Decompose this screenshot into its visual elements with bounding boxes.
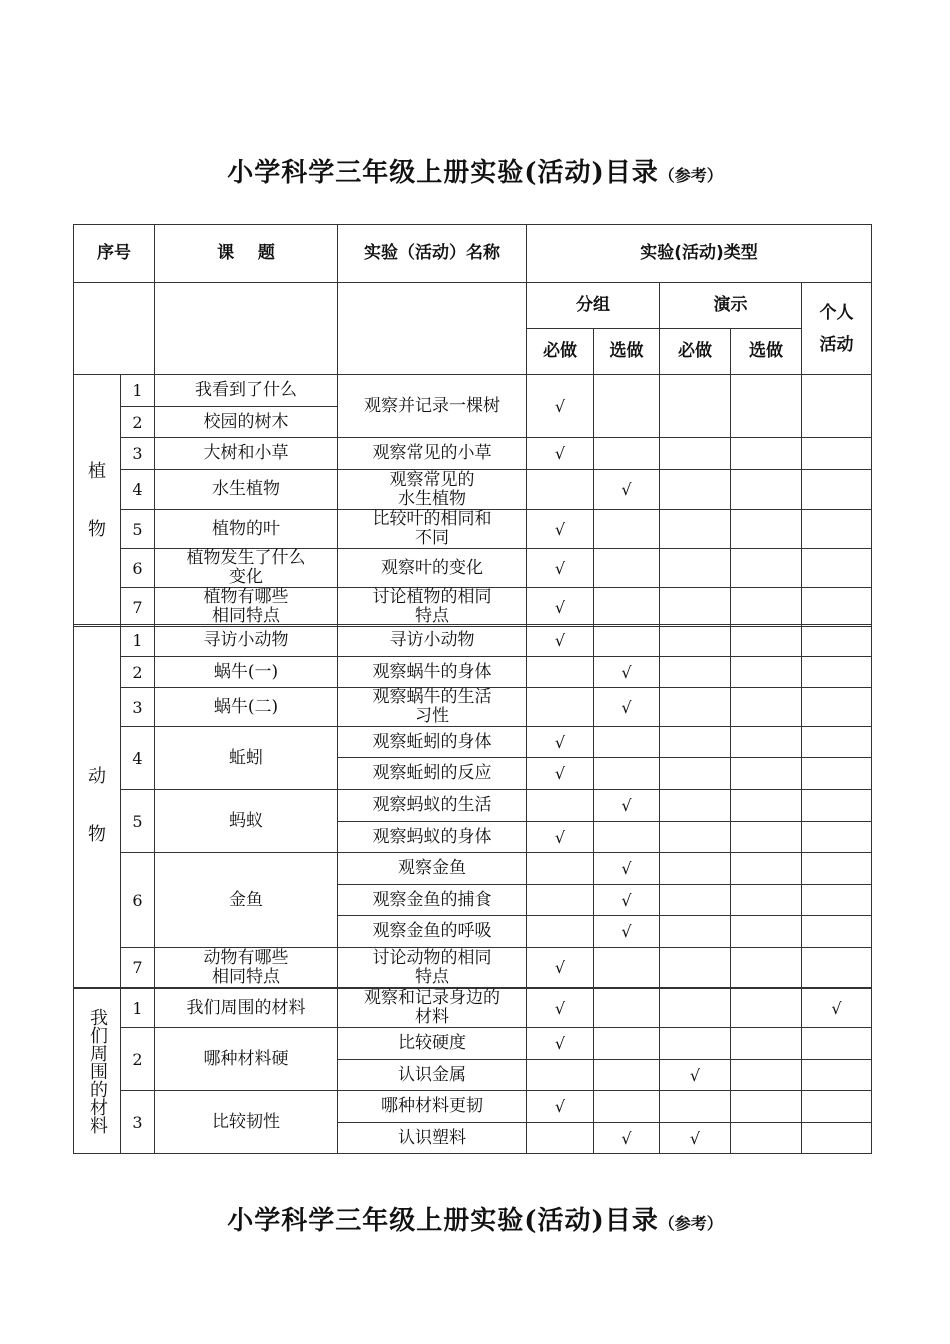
topic-line: 相同特点 <box>212 606 280 626</box>
check-mark: √ <box>594 885 660 916</box>
empty-cell <box>802 948 872 988</box>
category-char: 动 <box>88 766 106 787</box>
empty-cell <box>731 625 802 657</box>
table-row <box>74 1091 872 1123</box>
experiment-cell: 观察蚯蚓的反应 <box>338 758 527 790</box>
experiment-line: 观察常见的 <box>389 469 475 490</box>
empty-cell <box>731 853 802 885</box>
topic-line: 植物发生了什么 <box>186 548 306 568</box>
header-demo: 演示 <box>660 283 802 329</box>
table-row <box>74 510 872 549</box>
title-main: 小学科学三年级上册实验(活动)目录 <box>227 158 659 188</box>
check-mark: √ <box>594 790 660 822</box>
header-individual-b: 活动 <box>819 334 854 355</box>
check-mark: √ <box>594 470 660 510</box>
topic-line: 植物有哪些 <box>203 587 289 607</box>
empty-cell <box>731 790 802 822</box>
table-row <box>74 657 872 688</box>
empty-cell <box>802 1028 872 1060</box>
experiment-cell: 观察蚂蚁的生活 <box>338 790 527 822</box>
empty-cell <box>527 688 594 727</box>
empty-cell <box>660 916 731 948</box>
table-row <box>74 727 872 758</box>
row-number: 3 <box>121 1091 155 1154</box>
empty-cell <box>660 549 731 588</box>
experiment-line: 特点 <box>415 606 449 626</box>
header-group: 分组 <box>527 283 660 329</box>
experiment-line: 特点 <box>415 966 449 987</box>
empty-cell <box>731 1060 802 1091</box>
table-row <box>74 470 872 510</box>
header-row-1 <box>74 225 872 283</box>
experiment-line: 不同 <box>415 528 449 548</box>
empty-cell <box>731 438 802 470</box>
category-material-label: 我们周围的材料 <box>87 1008 108 1134</box>
experiment-cell <box>338 948 527 988</box>
row-number: 1 <box>121 375 155 407</box>
empty-cell <box>527 853 594 885</box>
empty-cell <box>660 1091 731 1123</box>
row-number: 6 <box>121 853 155 948</box>
topic-cell: 金鱼 <box>155 853 338 948</box>
empty-cell <box>802 790 872 822</box>
topic-cell: 比较韧性 <box>155 1091 338 1154</box>
experiment-line: 习性 <box>415 706 449 726</box>
experiment-line: 水生植物 <box>398 488 466 509</box>
table-row <box>74 688 872 727</box>
table-row <box>74 625 872 657</box>
row-number: 6 <box>121 549 155 588</box>
empty-cell <box>802 1060 872 1091</box>
table-row <box>74 989 872 1028</box>
table-row <box>74 1028 872 1060</box>
header-blank-topic <box>155 283 338 375</box>
category-animal <box>74 625 121 988</box>
experiment-cell: 观察金鱼的捕食 <box>338 885 527 916</box>
empty-cell <box>660 375 731 438</box>
empty-cell <box>731 470 802 510</box>
row-number: 5 <box>121 790 155 853</box>
empty-cell <box>731 822 802 853</box>
experiment-cell <box>338 989 527 1028</box>
experiment-table-animals <box>73 624 872 988</box>
empty-cell <box>594 1028 660 1060</box>
empty-cell <box>660 885 731 916</box>
title-main: 小学科学三年级上册实验(活动)目录 <box>227 1206 659 1236</box>
empty-cell <box>527 1123 594 1154</box>
empty-cell <box>527 1060 594 1091</box>
topic-cell: 校园的树木 <box>155 407 338 438</box>
table-row <box>74 853 872 885</box>
page-title <box>0 152 950 189</box>
empty-cell <box>802 1091 872 1123</box>
experiment-line: 讨论植物的相同 <box>372 587 492 607</box>
empty-cell <box>802 885 872 916</box>
empty-cell <box>660 727 731 758</box>
category-char: 植 <box>88 460 106 482</box>
experiment-line: 观察蜗牛的生活 <box>372 687 492 707</box>
empty-cell <box>802 688 872 727</box>
row-number: 2 <box>121 657 155 688</box>
empty-cell <box>802 822 872 853</box>
check-mark: √ <box>527 948 594 988</box>
check-mark: √ <box>527 727 594 758</box>
empty-cell <box>731 1091 802 1123</box>
row-number: 1 <box>121 989 155 1028</box>
empty-cell <box>527 470 594 510</box>
header-name: 实验（活动）名称 <box>338 225 527 283</box>
title-note: （参考） <box>658 166 723 185</box>
check-mark: √ <box>660 1060 731 1091</box>
header-group-required: 必做 <box>527 329 594 375</box>
empty-cell <box>731 657 802 688</box>
topic-cell: 我们周围的材料 <box>155 989 338 1028</box>
experiment-cell: 观察叶的变化 <box>338 549 527 588</box>
experiment-cell: 认识金属 <box>338 1060 527 1091</box>
check-mark: √ <box>594 688 660 727</box>
header-row-2 <box>74 283 872 329</box>
experiment-cell: 观察常见的小草 <box>338 438 527 470</box>
row-number: 4 <box>121 470 155 510</box>
experiment-cell: 观察金鱼的呼吸 <box>338 916 527 948</box>
table-row <box>74 790 872 822</box>
empty-cell <box>660 948 731 988</box>
table-row <box>74 549 872 588</box>
empty-cell <box>731 549 802 588</box>
empty-cell <box>660 1028 731 1060</box>
check-mark: √ <box>527 510 594 549</box>
topic-line: 变化 <box>229 567 263 587</box>
empty-cell <box>802 588 872 627</box>
empty-cell <box>731 588 802 627</box>
empty-cell <box>594 375 660 438</box>
table-row <box>74 948 872 988</box>
topic-cell: 水生植物 <box>155 470 338 510</box>
table-row <box>74 438 872 470</box>
topic-cell: 大树和小草 <box>155 438 338 470</box>
check-mark: √ <box>527 758 594 790</box>
empty-cell <box>594 510 660 549</box>
topic-cell: 蜗牛(二) <box>155 688 338 727</box>
empty-cell <box>660 588 731 627</box>
experiment-cell: 哪种材料更韧 <box>338 1091 527 1123</box>
check-mark: √ <box>527 549 594 588</box>
empty-cell <box>731 1028 802 1060</box>
table-row <box>74 375 872 407</box>
experiment-cell: 观察蚯蚓的身体 <box>338 727 527 758</box>
empty-cell <box>594 438 660 470</box>
check-mark: √ <box>660 1123 731 1154</box>
experiment-cell: 观察金鱼 <box>338 853 527 885</box>
empty-cell <box>802 758 872 790</box>
empty-cell <box>594 758 660 790</box>
check-mark: √ <box>802 989 872 1028</box>
empty-cell <box>594 1060 660 1091</box>
category-char: 物 <box>88 824 106 845</box>
empty-cell <box>527 790 594 822</box>
category-char: 物 <box>88 518 106 540</box>
header-group-optional: 选做 <box>594 329 660 375</box>
empty-cell <box>802 510 872 549</box>
experiment-line: 讨论动物的相同 <box>372 947 492 968</box>
experiment-cell: 认识塑料 <box>338 1123 527 1154</box>
check-mark: √ <box>527 1091 594 1123</box>
check-mark: √ <box>527 375 594 438</box>
header-blank-name <box>338 283 527 375</box>
experiment-cell: 观察蜗牛的身体 <box>338 657 527 688</box>
empty-cell <box>527 916 594 948</box>
experiment-cell <box>338 688 527 727</box>
experiment-cell: 寻访小动物 <box>338 625 527 657</box>
row-number: 3 <box>121 688 155 727</box>
empty-cell <box>594 625 660 657</box>
empty-cell <box>802 657 872 688</box>
experiment-line: 材料 <box>415 1007 449 1027</box>
empty-cell <box>731 916 802 948</box>
experiment-table-materials <box>73 988 872 1154</box>
topic-cell: 我看到了什么 <box>155 375 338 407</box>
experiment-cell: 比较硬度 <box>338 1028 527 1060</box>
header-individual-a: 个人 <box>819 302 854 323</box>
header-topic: 课 题 <box>155 225 338 283</box>
row-number: 4 <box>121 727 155 790</box>
empty-cell <box>731 758 802 790</box>
empty-cell <box>527 657 594 688</box>
empty-cell <box>802 470 872 510</box>
empty-cell <box>731 989 802 1028</box>
empty-cell <box>660 989 731 1028</box>
check-mark: √ <box>594 916 660 948</box>
empty-cell <box>731 948 802 988</box>
empty-cell <box>660 438 731 470</box>
row-number: 3 <box>121 438 155 470</box>
row-number: 2 <box>121 407 155 438</box>
empty-cell <box>802 727 872 758</box>
empty-cell <box>594 727 660 758</box>
empty-cell <box>594 989 660 1028</box>
topic-cell: 蜗牛(一) <box>155 657 338 688</box>
empty-cell <box>660 470 731 510</box>
experiment-cell <box>338 588 527 627</box>
header-blank-seq <box>74 283 155 375</box>
header-demo-required: 必做 <box>660 329 731 375</box>
check-mark: √ <box>594 1123 660 1154</box>
empty-cell <box>731 1123 802 1154</box>
check-mark: √ <box>527 822 594 853</box>
topic-line: 动物有哪些 <box>203 947 289 968</box>
empty-cell <box>802 916 872 948</box>
empty-cell <box>731 375 802 438</box>
category-material <box>74 989 121 1154</box>
row-number: 2 <box>121 1028 155 1091</box>
experiment-line: 比较叶的相同和 <box>372 509 492 529</box>
experiment-cell: 观察并记录一棵树 <box>338 375 527 438</box>
topic-cell <box>155 549 338 588</box>
topic-cell: 蚂蚁 <box>155 790 338 853</box>
empty-cell <box>660 657 731 688</box>
check-mark: √ <box>527 438 594 470</box>
empty-cell <box>594 822 660 853</box>
topic-cell <box>155 948 338 988</box>
empty-cell <box>802 549 872 588</box>
topic-cell: 哪种材料硬 <box>155 1028 338 1091</box>
topic-cell: 寻访小动物 <box>155 625 338 657</box>
topic-cell: 植物的叶 <box>155 510 338 549</box>
empty-cell <box>731 688 802 727</box>
check-mark: √ <box>527 625 594 657</box>
title-note: （参考） <box>658 1214 723 1233</box>
empty-cell <box>802 375 872 438</box>
topic-line: 相同特点 <box>212 966 280 987</box>
header-demo-optional: 选做 <box>731 329 802 375</box>
check-mark: √ <box>527 1028 594 1060</box>
empty-cell <box>802 625 872 657</box>
empty-cell <box>660 510 731 549</box>
empty-cell <box>731 885 802 916</box>
experiment-cell <box>338 510 527 549</box>
header-seq: 序号 <box>74 225 155 283</box>
page-title-repeat <box>0 1200 950 1237</box>
empty-cell <box>660 625 731 657</box>
empty-cell <box>660 790 731 822</box>
check-mark: √ <box>594 657 660 688</box>
table-row <box>74 588 872 627</box>
empty-cell <box>802 853 872 885</box>
empty-cell <box>731 727 802 758</box>
row-number: 1 <box>121 625 155 657</box>
empty-cell <box>594 549 660 588</box>
empty-cell <box>802 1123 872 1154</box>
empty-cell <box>660 853 731 885</box>
check-mark: √ <box>527 588 594 627</box>
empty-cell <box>594 948 660 988</box>
empty-cell <box>802 438 872 470</box>
row-number: 5 <box>121 510 155 549</box>
header-type: 实验(活动)类型 <box>527 225 872 283</box>
topic-cell <box>155 588 338 627</box>
empty-cell <box>731 510 802 549</box>
experiment-line: 观察和记录身边的 <box>364 988 500 1008</box>
empty-cell <box>594 588 660 627</box>
topic-cell: 蚯蚓 <box>155 727 338 790</box>
header-individual <box>802 283 872 375</box>
category-plant <box>74 375 121 627</box>
empty-cell <box>594 1091 660 1123</box>
row-number: 7 <box>121 948 155 988</box>
empty-cell <box>527 885 594 916</box>
empty-cell <box>660 688 731 727</box>
row-number: 7 <box>121 588 155 627</box>
empty-cell <box>660 822 731 853</box>
check-mark: √ <box>527 989 594 1028</box>
experiment-table <box>73 224 872 627</box>
experiment-cell: 观察蚂蚁的身体 <box>338 822 527 853</box>
empty-cell <box>660 758 731 790</box>
check-mark: √ <box>594 853 660 885</box>
experiment-cell <box>338 470 527 510</box>
